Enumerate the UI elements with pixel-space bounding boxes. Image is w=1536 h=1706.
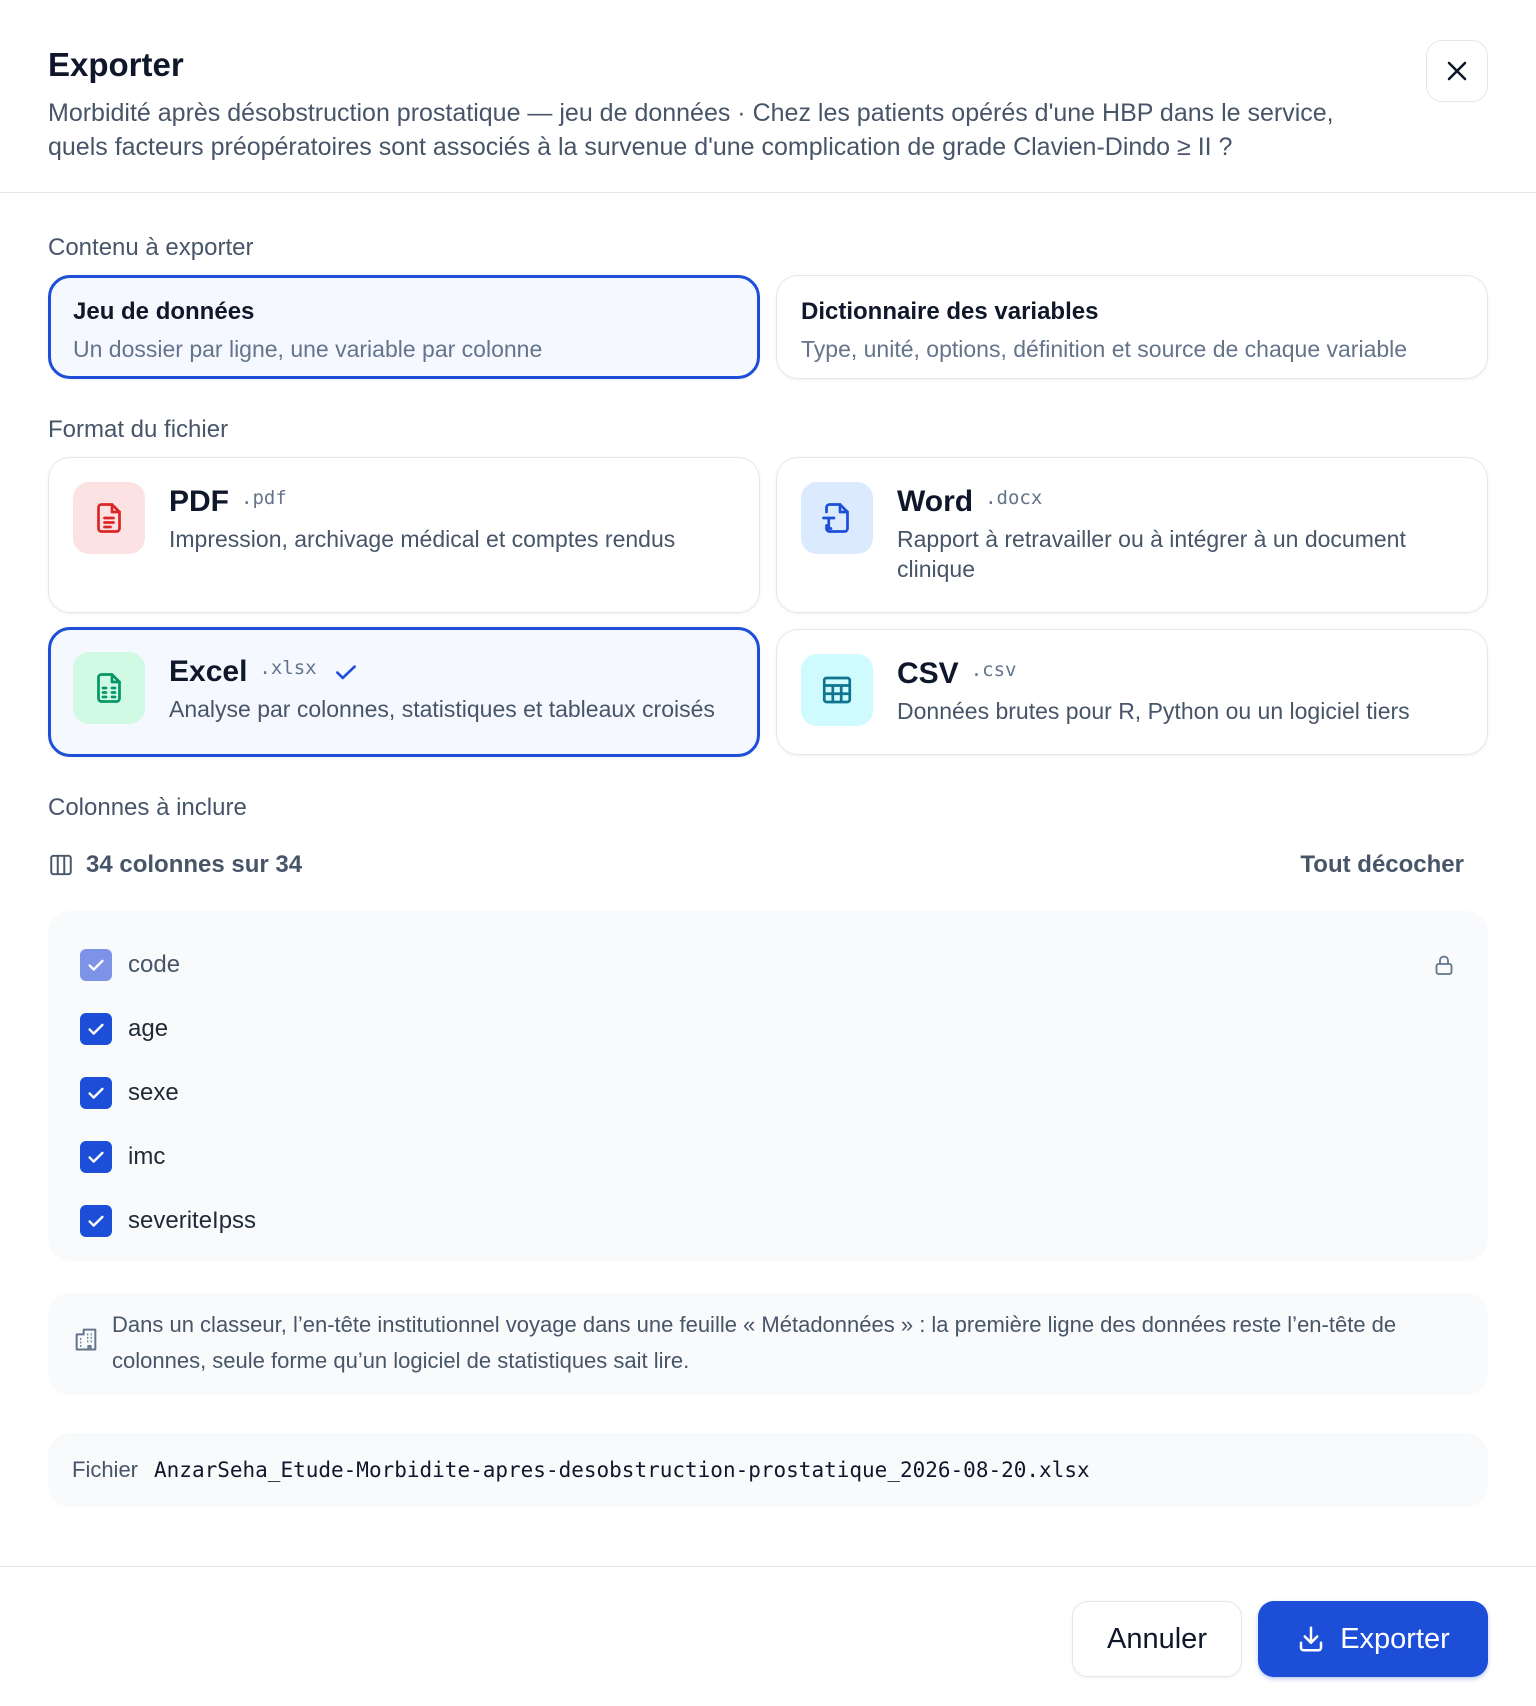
check-icon [333,659,359,685]
columns-count [48,851,302,879]
close-icon [1445,59,1469,83]
column-item-age[interactable] [80,997,1456,1061]
format-ext: .pdf [241,487,287,509]
format-section-label: Format du fichier [48,416,229,443]
dialog-header [0,0,1536,193]
file-name-box [48,1433,1488,1507]
column-name: code [128,951,181,978]
export-button[interactable] [1258,1601,1488,1677]
column-checkbox[interactable] [80,1205,112,1237]
dialog-subtitle: Morbidité après désobstruction prostatique — jeu de données · Chez les patients opérés d'une HBP dans le service, quels facteurs préopératoires sont associés à la survenue d'une complication de grade Clavien-Dindo ≥ II ? [48,99,1334,161]
export-button-label: Exporter [1340,1622,1450,1655]
format-name: Excel [169,655,248,688]
format-option-word[interactable] [776,457,1488,613]
uncheck-all-button[interactable]: Tout décocher [1300,851,1464,878]
check-icon [85,1082,107,1104]
format-option-pdf[interactable] [48,457,760,613]
file-name: AnzarSeha_Etude-Morbidite-apres-desobstruction-prostatique_2026-08-20.xlsx [154,1458,1090,1482]
content-option-title: Jeu de données [73,298,255,325]
columns-icon [48,852,74,878]
content-options [48,275,1488,379]
dialog-body [0,233,1536,1507]
format-name: CSV [897,657,959,690]
format-desc: Analyse par colonnes, statistiques et tableaux croisés [169,696,715,722]
download-icon [1296,1624,1326,1654]
columns-section-label: Colonnes à inclure [48,794,247,821]
check-icon [85,1018,107,1040]
word-file-icon [801,482,873,554]
content-option-title: Dictionnaire des variables [801,298,1099,325]
content-section-label: Contenu à exporter [48,234,254,261]
content-option-dictionary[interactable] [776,275,1488,379]
format-desc: Rapport à retravailler ou à intégrer à un document clinique [897,526,1406,582]
close-button[interactable] [1426,40,1488,102]
column-checkbox[interactable] [80,1013,112,1045]
dialog-footer [0,1566,1536,1706]
columns-count-text: 34 colonnes sur 34 [86,851,303,878]
column-name: imc [128,1143,166,1170]
column-item-imc[interactable] [80,1125,1456,1189]
format-name: PDF [169,485,229,518]
column-checkbox [80,949,112,981]
check-icon [85,954,107,976]
metadata-note-text: Dans un classeur, l’en-tête institutionnel voyage dans une feuille « Métadonnées » : la première ligne des données reste l’en-tête de colonnes, seule forme qu’un logiciel de statistiques sait lire. [112,1312,1397,1373]
file-label: Fichier [72,1457,139,1482]
format-option-csv[interactable] [776,629,1488,755]
lock-icon [1432,953,1456,977]
column-checkbox[interactable] [80,1077,112,1109]
format-ext: .csv [970,659,1017,681]
building-icon [72,1325,100,1353]
format-options [48,457,1488,757]
check-icon [85,1210,107,1232]
column-item-severiteipss[interactable] [80,1189,1456,1253]
metadata-note [48,1293,1488,1395]
excel-file-icon [73,652,145,724]
format-ext: .docx [985,487,1043,509]
format-ext: .xlsx [259,657,317,679]
cancel-button[interactable]: Annuler [1072,1601,1242,1677]
column-name: sexe [128,1079,179,1106]
column-name: age [128,1015,169,1042]
column-checkbox[interactable] [80,1141,112,1173]
content-option-dataset[interactable] [48,275,760,379]
column-item-code [80,933,1456,997]
format-desc: Données brutes pour R, Python ou un logiciel tiers [897,698,1410,724]
dialog-title: Exporter [48,46,184,83]
format-desc: Impression, archivage médical et comptes rendus [169,526,676,552]
content-option-desc: Un dossier par ligne, une variable par colonne [73,336,543,362]
column-name: severiteIpss [128,1207,257,1234]
columns-list [48,911,1488,1261]
column-item-sexe[interactable] [80,1061,1456,1125]
pdf-file-icon [73,482,145,554]
check-icon [85,1146,107,1168]
format-option-excel[interactable] [48,627,760,757]
table-grid-icon [801,654,873,726]
format-name: Word [897,485,974,518]
content-option-desc: Type, unité, options, définition et source de chaque variable [801,336,1408,362]
columns-header [48,845,1488,885]
